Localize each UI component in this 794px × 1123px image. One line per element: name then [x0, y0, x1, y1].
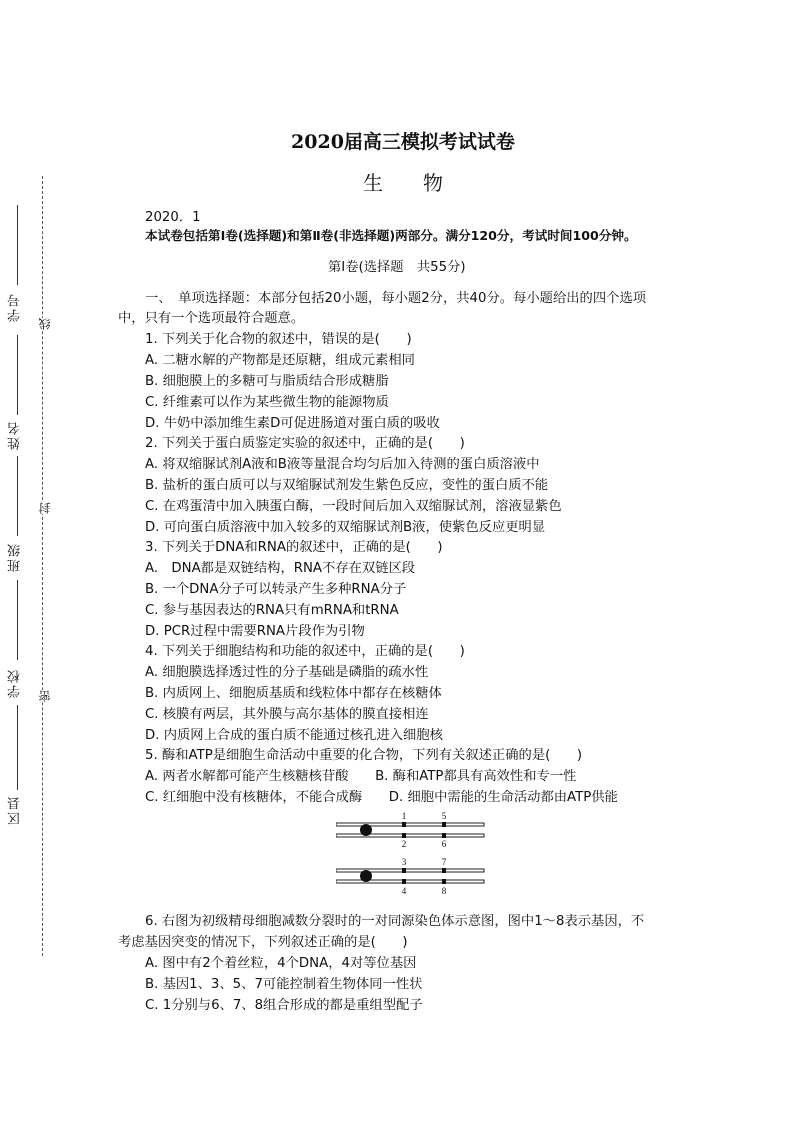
option: A. 将双缩脲试剂A液和B液等量混合均匀后加入待测的蛋白质溶液中	[145, 457, 540, 472]
option: A. 二糖水解的产物都是还原糖，组成元素相同	[145, 353, 415, 368]
cut-mark-line: 线	[38, 318, 52, 330]
question-stem: 6. 右图为初级精母细胞减数分裂时的一对同源染色体示意图，图中1～8表示基因，不	[145, 914, 645, 929]
option: B. 盐析的蛋白质可以与双缩脲试剂发生紫色反应，变性的蛋白质不能	[145, 478, 549, 493]
question-stem-cont: 考虑基因突变的情况下，下列叙述正确的是( )	[118, 935, 408, 950]
gene-locus-7	[442, 868, 446, 873]
exam-date: 2020．1	[145, 210, 201, 225]
gene-label-3: 3	[401, 857, 407, 867]
option: B. 基因1、3、5、7可能控制着生物体同一性状	[145, 977, 423, 992]
option: A. DNA都是双链结构，RNA不存在双链区段	[145, 561, 416, 576]
gene-label-6: 6	[441, 839, 447, 849]
option-row: A. 两者水解都可能产生核糖核苷酸 B. 酶和ATP都具有高效性和专一性	[145, 769, 577, 784]
gene-locus-3	[402, 868, 406, 873]
centromere-2	[360, 870, 372, 882]
question-stem: 4. 下列关于细胞结构和功能的叙述中，正确的是( )	[145, 644, 465, 659]
write-line-class	[17, 456, 18, 536]
exam-intro: 本试卷包括第Ⅰ卷(选择题)和第Ⅱ卷(非选择题)两部分。满分120分，考试时间100分钟。	[145, 228, 637, 243]
centromere-1	[360, 824, 372, 836]
subject-title: 生 物	[363, 171, 443, 195]
gene-locus-5	[442, 822, 446, 827]
cut-mark-secret: 密	[38, 690, 52, 702]
chromatid-4	[336, 880, 484, 883]
label-student-id: 学号	[8, 292, 23, 322]
question-stem: 1. 下列关于化合物的叙述中，错误的是( )	[145, 332, 412, 347]
chromatid-2	[336, 834, 484, 837]
option: C. 核膜有两层，其外膜与高尔基体的膜直接相连	[145, 707, 429, 722]
section-heading-2: 中，只有一个选项最符合题意。	[118, 311, 305, 326]
option-row: C. 红细胞中没有核糖体，不能合成酶 D. 细胞中需能的生命活动都由ATP供能	[145, 790, 618, 805]
gene-locus-4	[402, 879, 406, 884]
option: A. 细胞膜选择透过性的分子基础是磷脂的疏水性	[145, 665, 429, 680]
question-stem: 5. 酶和ATP是细胞生命活动中重要的化合物，下列有关叙述正确的是( )	[145, 748, 583, 763]
option: B. 内质网上、细胞质基质和线粒体中都存在核糖体	[145, 686, 442, 701]
option: D. 内质网上合成的蛋白质不能通过核孔进入细胞核	[145, 728, 443, 743]
gene-locus-8	[442, 879, 446, 884]
write-line-district	[17, 705, 18, 790]
question-stem: 2. 下列关于蛋白质鉴定实验的叙述中，正确的是( )	[145, 436, 465, 451]
label-district: 区县	[8, 795, 23, 825]
option: B. 一个DNA分子可以转录产生多种RNA分子	[145, 582, 407, 597]
gene-label-1: 1	[401, 812, 407, 821]
write-line-id	[17, 205, 18, 285]
option: D. PCR过程中需要RNA片段作为引物	[145, 624, 365, 639]
question-stem: 3. 下列关于DNA和RNA的叙述中，正确的是( )	[145, 540, 443, 555]
option: D. 可向蛋白质溶液中加入较多的双缩脲试剂B液，使紫色反应更明显	[145, 520, 546, 535]
label-name: 姓名	[8, 420, 23, 450]
option: A. 图中有2个着丝粒，4个DNA，4对等位基因	[145, 956, 417, 971]
label-school: 学校	[8, 668, 23, 698]
gene-locus-6	[442, 833, 446, 838]
gene-label-8: 8	[441, 886, 447, 896]
option: D. 牛奶中添加维生素D可促进肠道对蛋白质的吸收	[145, 416, 440, 431]
option: C. 在鸡蛋清中加入胰蛋白酶，一段时间后加入双缩脲试剂，溶液显紫色	[145, 499, 562, 514]
write-line-name	[17, 335, 18, 415]
gene-label-4: 4	[401, 886, 407, 896]
option: C. 参与基因表达的RNA只有mRNA和tRNA	[145, 603, 399, 618]
option: C. 1分别与6、7、8组合形成的都是重组型配子	[145, 998, 423, 1013]
part-title: 第Ⅰ卷(选择题 共55分)	[328, 260, 466, 275]
option: B. 细胞膜上的多糖可与脂质结合形成糖脂	[145, 374, 389, 389]
label-class: 班级	[8, 542, 23, 572]
homologous-chromosome-diagram	[336, 812, 486, 902]
gene-label-2: 2	[401, 839, 407, 849]
chromatid-1	[336, 823, 484, 826]
gene-locus-1	[402, 822, 406, 827]
gene-label-5: 5	[441, 812, 447, 821]
gene-locus-2	[402, 833, 406, 838]
gene-label-7: 7	[441, 857, 447, 867]
write-line-school	[17, 580, 18, 660]
exam-title: 2020届高三模拟考试试卷	[291, 131, 515, 153]
section-heading-1: 一、 单项选择题：本部分包括20小题，每小题2分，共40分。每小题给出的四个选项	[145, 291, 647, 306]
cut-line	[42, 176, 43, 956]
chromatid-3	[336, 869, 484, 872]
binding-margin	[0, 0, 70, 1123]
cut-mark-seal: 封	[38, 502, 52, 514]
option: C. 纤维素可以作为某些微生物的能源物质	[145, 395, 389, 410]
